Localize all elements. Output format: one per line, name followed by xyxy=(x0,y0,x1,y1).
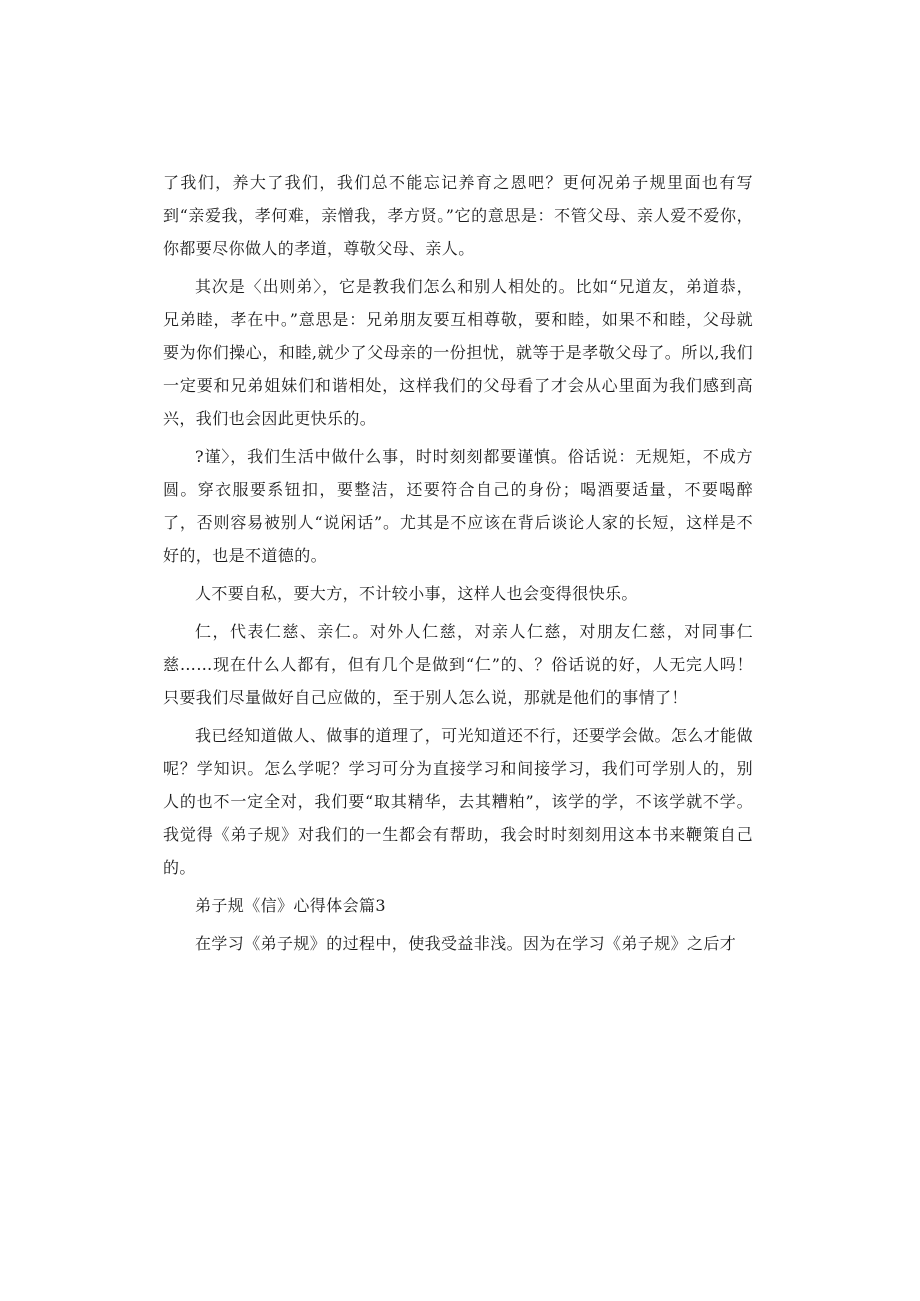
document-page xyxy=(163,166,753,965)
paragraph-generosity: 人不要自私，要大方，不计较小事，这样人也会变得很快乐。 xyxy=(195,584,638,603)
paragraph-chu-ze-di: 其次是〈出则弟〉，它是教我们怎么和别人相处的。比如“兄道友，弟道恭，兄弟睦，孝在中。”意思是：兄弟朋友要互相尊敬，要和睦，如果不和睦，父母就要为你们操心，和睦,就少了父母亲的一份担忧，就等于是孝敬父母了。所以,我们一定要和兄弟姐妹们和谐相处，这样我们的父母看了才会从心里面为我们感到高兴，我们也会因此更快乐的。 xyxy=(163,277,753,428)
paragraph-intro-part3: 在学习《弟子规》的过程中，使我受益非浅。因为在学习《弟子规》之后才 xyxy=(195,934,737,953)
paragraph-ren: 仁，代表仁慈、亲仁。对外人仁慈，对亲人仁慈，对朋友仁慈，对同事仁慈……现在什么人都有，但有几个是做到“仁”的、？俗话说的好，人无完人吗！只要我们尽量做好自己应做的，至于别人怎么说，那就是他们的事情了！ xyxy=(163,622,753,707)
paragraph-filial-piety: 了我们，养大了我们，我们总不能忘记养育之恩吧？更何况弟子规里面也有写到“亲爱我，孝何难，亲憎我，孝方贤。”它的意思是：不管父母、亲人爱不爱你，你都要尽你做人的孝道，尊敬父母、亲人。 xyxy=(163,173,753,258)
paragraph-learning: 我已经知道做人、做事的道理了，可光知道还不行，还要学会做。怎么才能做呢？学知识。怎么学呢？学习可分为直接学习和间接学习，我们可学别人的，别人的也不一定全对，我们要“取其精华，去其糟粕”，该学的学，不该学就不学。我觉得《弟子规》对我们的一生都会有帮助，我会时时刻刻用这本书来鞭策自己的。 xyxy=(163,726,753,877)
section-heading: 弟子规《信》心得体会篇3 xyxy=(195,896,386,915)
paragraph-jin: ?谨〉，我们生活中做什么事，时时刻刻都要谨慎。俗话说：无规矩，不成方圆。穿衣服要系钮扣，要整洁，还要符合自己的身份；喝酒要适量，不要喝醉了，否则容易被别人“说闲话”。尤其是不应该在背后谈论人家的长短，这样是不好的，也是不道德的。 xyxy=(163,447,753,565)
